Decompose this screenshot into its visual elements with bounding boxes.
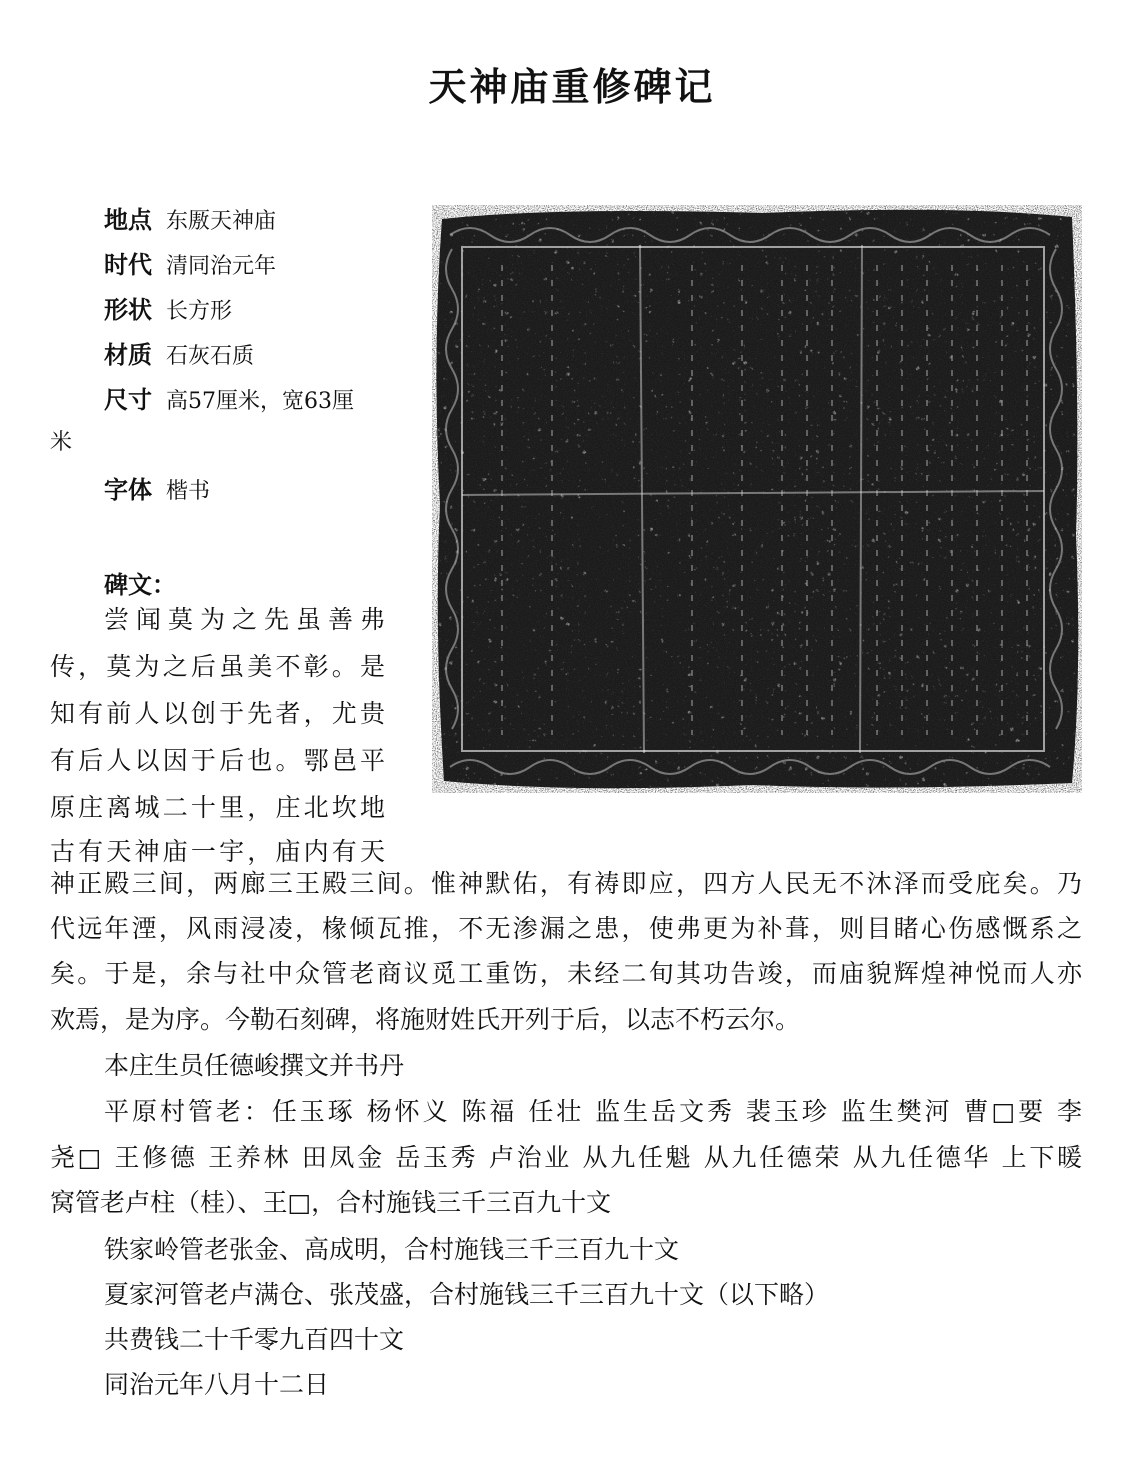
page-title: 天神庙重修碑记 (428, 65, 716, 109)
meta-era: 时代 清同治元年 (104, 251, 277, 279)
author-line: 本庄生员任德峻撰文并书丹 (104, 1051, 405, 1080)
date-line: 同治元年八月十二日 (104, 1370, 330, 1399)
total-cost-line: 共费钱二十千零九百四十文 (104, 1325, 405, 1354)
inscription-line: 有后人以因于后也。鄂邑平 (50, 746, 385, 775)
stele-rubbing-image (432, 205, 1082, 793)
meta-dimensions: 尺寸 高57厘米，宽63厘 (104, 386, 354, 414)
inscription-line: 神正殿三间，两廊三王殿三间。惟神默佑，有祷即应，四方人民无不沐泽而受庇矣。乃 (50, 869, 1082, 898)
donor-line: 窝管老卢柱（桂）、王□，合村施钱三千三百九十文 (50, 1188, 612, 1217)
meta-location: 地点 东厫天神庙 (104, 206, 277, 234)
inscription-line: 知有前人以创于先者，尤贵 (50, 699, 385, 728)
donor-line: 铁家岭管老张金、高成明，合村施钱三千三百九十文 (104, 1235, 680, 1264)
inscription-line: 矣。于是，余与社中众管老商议觅工重饬，未经二旬其功告竣，而庙貌辉煌神悦而人亦 (50, 959, 1082, 988)
inscription-line: 传，莫为之后虽美不彰。是 (50, 652, 385, 681)
donor-line: 夏家河管老卢满仓、张茂盛，合村施钱三千三百九十文（以下略） (104, 1280, 830, 1309)
meta-material: 材质 石灰石质 (104, 341, 255, 369)
inscription-line: 欢焉，是为序。今勒石刻碑，将施财姓氏开列于后，以志不朽云尔。 (50, 1005, 801, 1034)
inscription-line: 原庄离城二十里，庄北坎地 (50, 793, 385, 822)
donor-line: 尧□ 王修德 王养林 田凤金 岳玉秀 卢治业 从九任魁 从九任德荣 从九任德华 上下暖 (50, 1143, 1082, 1172)
meta-shape: 形状 长方形 (104, 296, 233, 324)
inscription-line: 代远年湮，风雨浸凌，椽倾瓦推，不无渗漏之患，使弗更为补葺，则目睹心伤感慨系之 (50, 914, 1082, 943)
inscription-line: 尝闻莫为之先虽善弗 (104, 605, 385, 634)
donor-line: 平原村管老：任玉琢 杨怀义 陈福 任壮 监生岳文秀 裴玉珍 监生樊河 曹□要 李 (104, 1097, 1082, 1126)
meta-script: 字体 楷书 (104, 476, 211, 504)
inscription-line: 古有天神庙一宇，庙内有天 (50, 837, 385, 866)
inscription-label: 碑文： (104, 571, 176, 599)
meta-dimensions-wrap: 米 (50, 430, 73, 455)
